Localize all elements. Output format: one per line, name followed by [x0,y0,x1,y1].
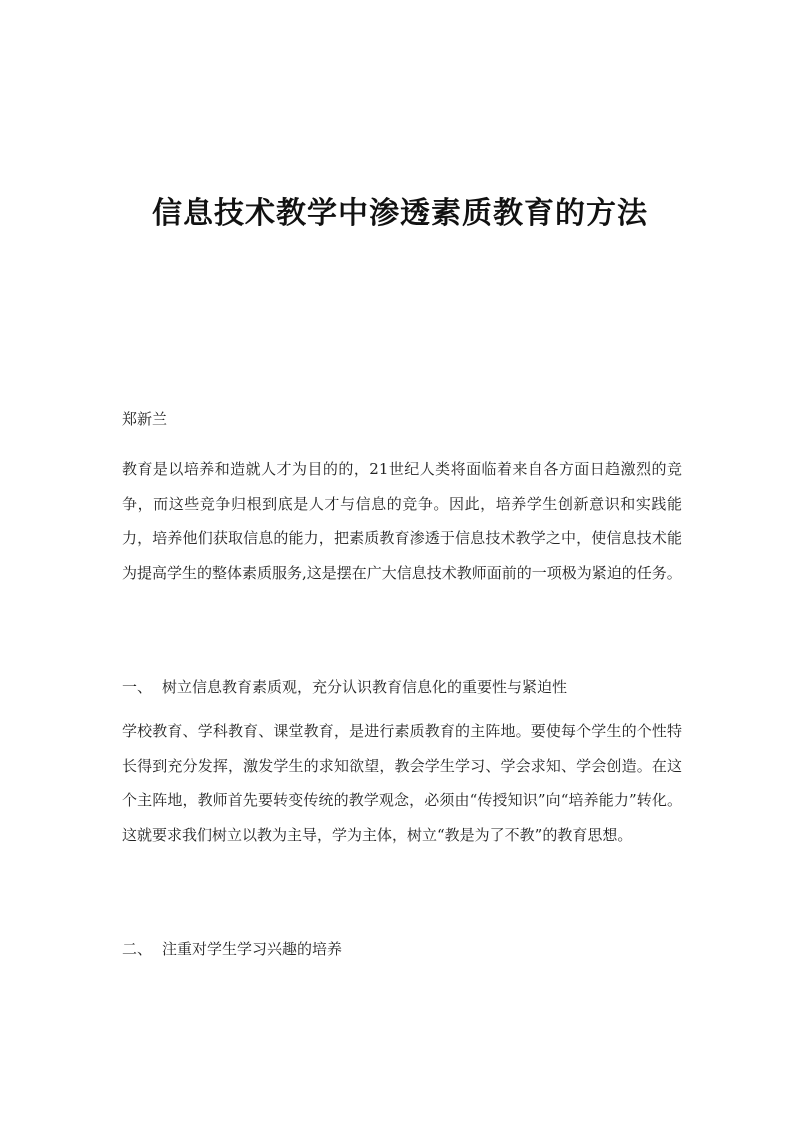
section-heading-2 [122,932,342,967]
author-name: 郑新兰 [122,410,168,428]
section-number-2: 二、 [122,940,153,958]
section-heading-1 [122,670,567,705]
section-heading-text-1: 树立信息教育素质观，充分认识教育信息化的重要性与紧迫性 [162,678,568,696]
document-title: 信息技术教学中渗透素质教育的方法 [152,196,648,231]
intro-paragraph: 教育是以培养和造就人才为目的的，21世纪人类将面临着来自各方面日趋激烈的竞争，而这些竞争归根到底是人才与信息的竞争。因此，培养学生创新意识和实践能力，培养他们获取信息的能力，把素质教育渗透于信息技术教学之中，使信息技术能为提高学生的整体素质服务,这是摆在广大信息技术教师面前的一项极为紧迫的任务。 [122,460,682,582]
section-number-1: 一、 [122,678,153,696]
section-heading-text-2: 注重对学生学习兴趣的培养 [162,940,343,958]
section-body-1: 学校教育、学科教育、课堂教育，是进行素质教育的主阵地。要使每个学生的个性特长得到充分发挥，激发学生的求知欲望，教会学生学习、学会求知、学会创造。在这个主阵地，教师首先要转变传统的教学观念，必须由“传授知识”向“培养能力”转化。这就要求我们树立以教为主导，学为主体，树立“教是为了不教”的教育思想。 [122,722,682,844]
